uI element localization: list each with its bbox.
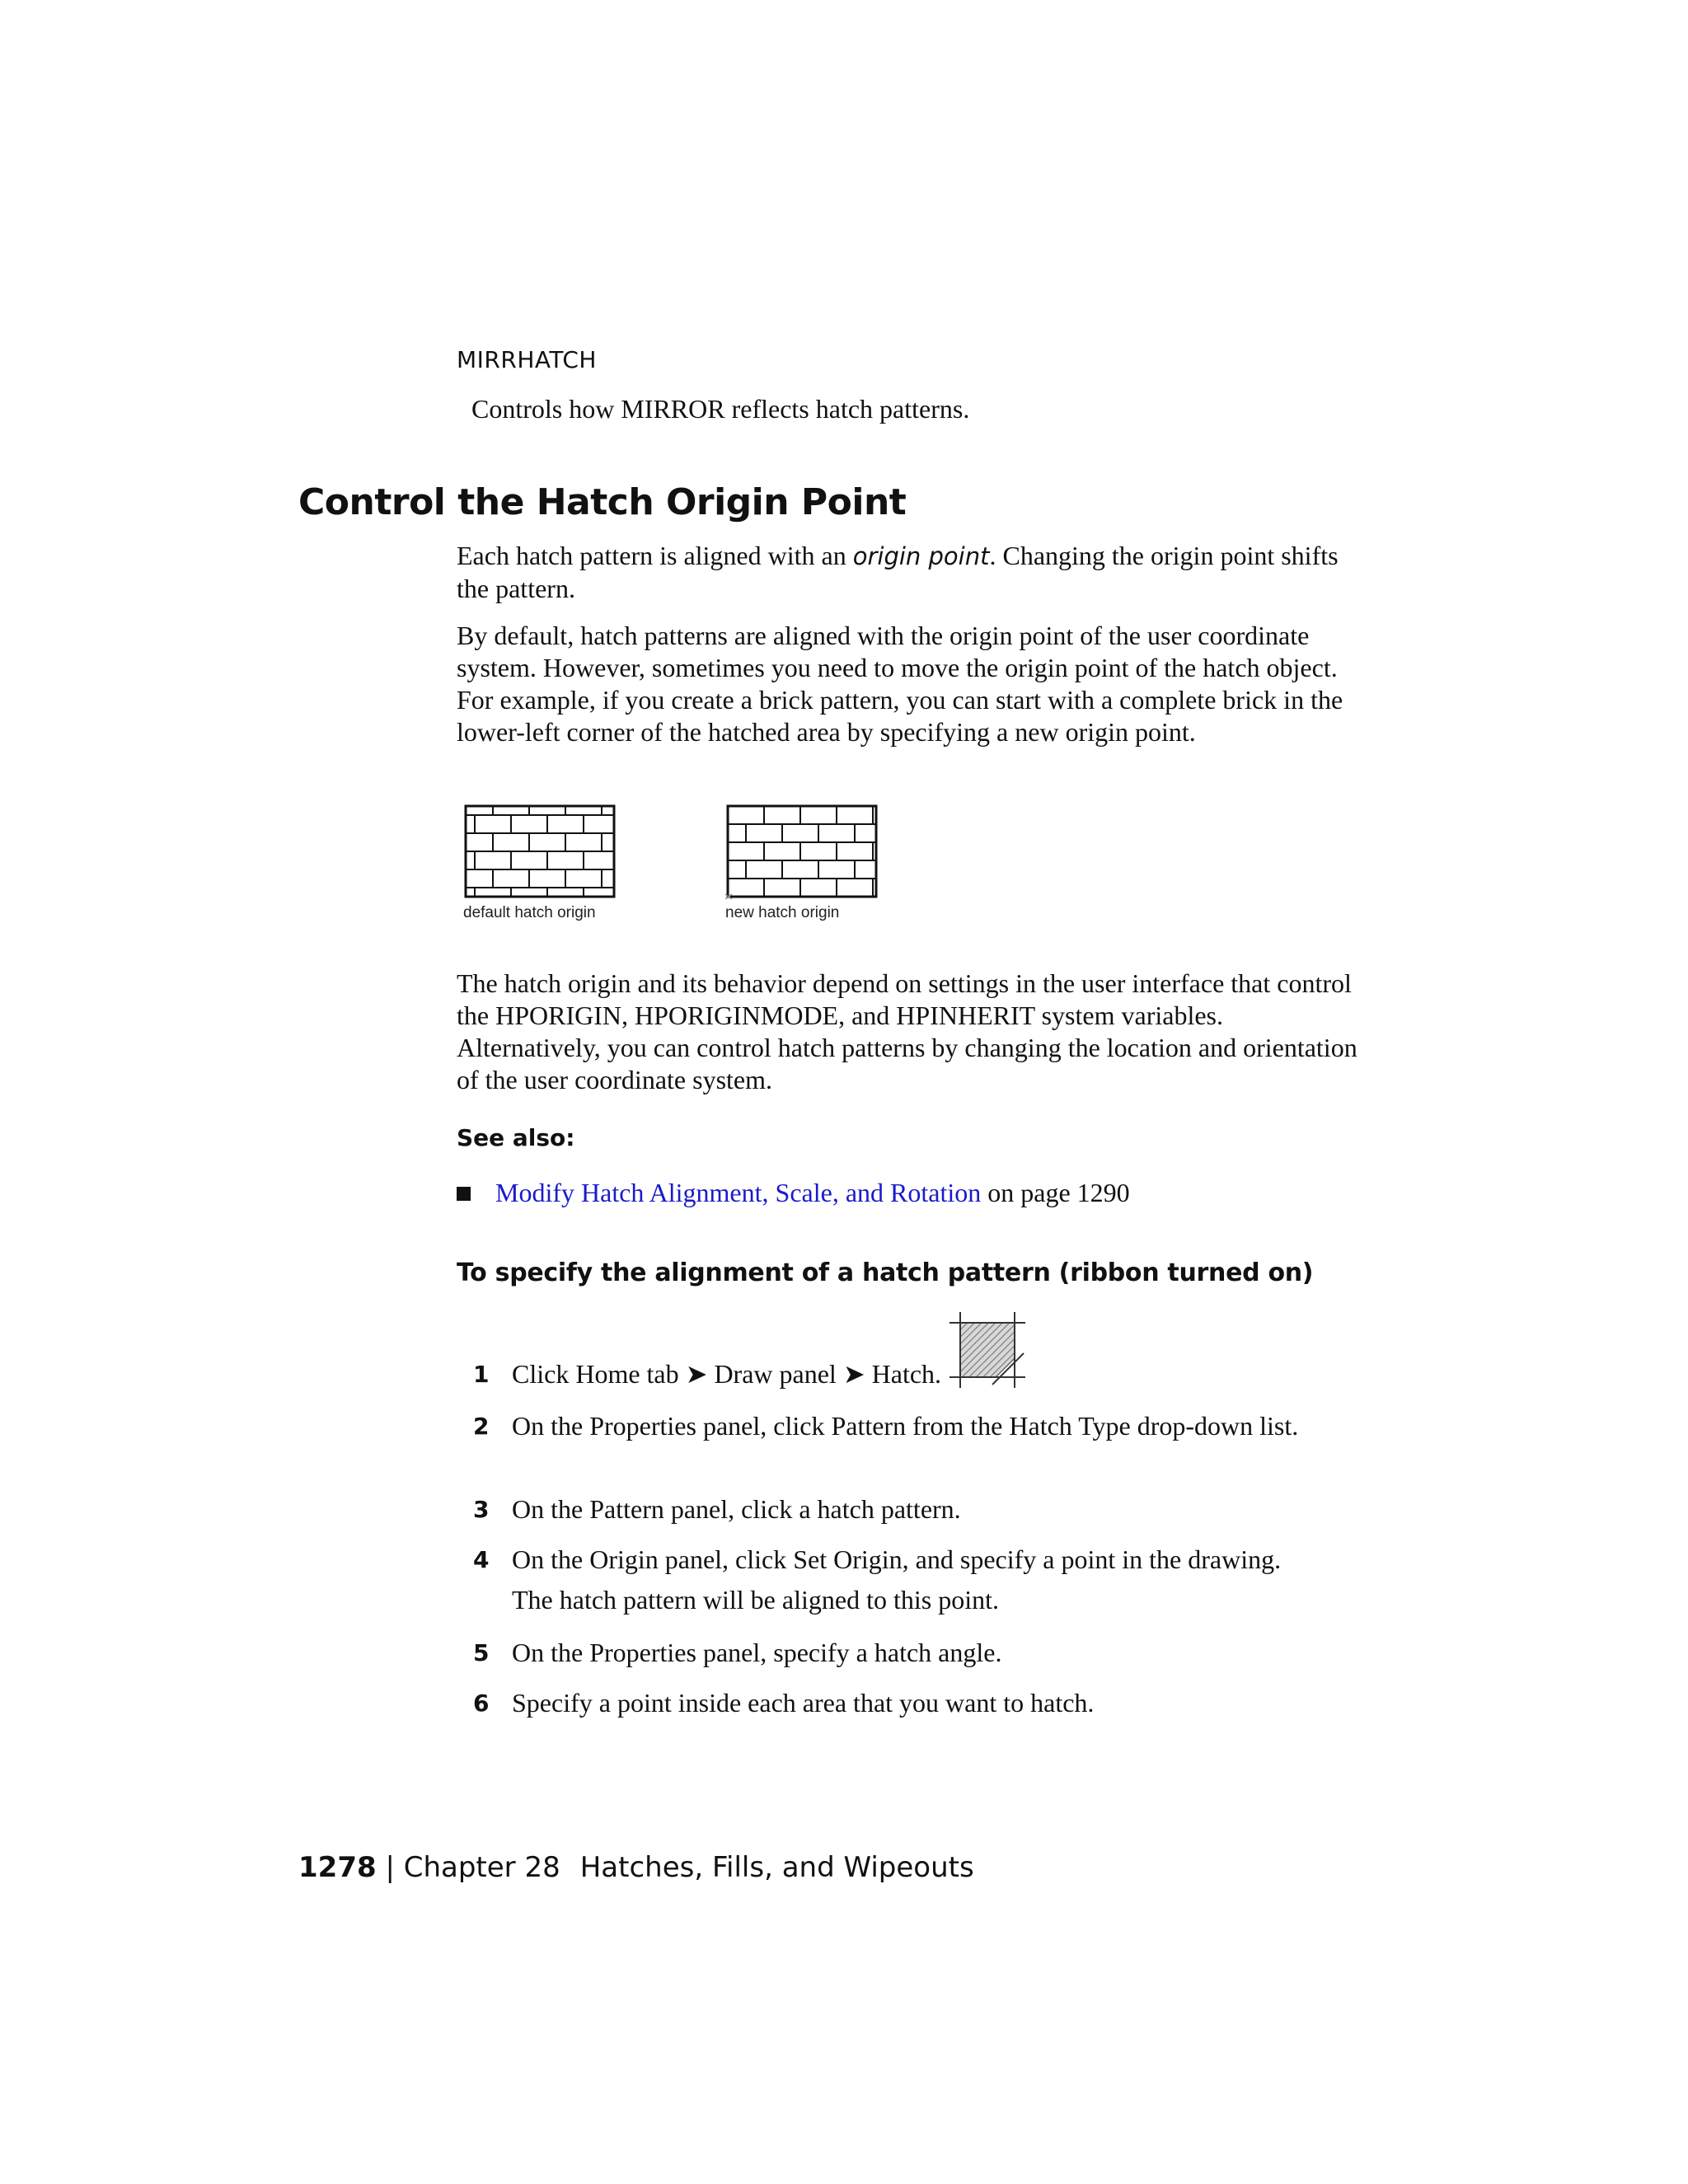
figure-caption-new: new hatch origin xyxy=(725,904,840,921)
figure-default-hatch-origin xyxy=(463,804,617,922)
paragraph-default-alignment: By default, hatch patterns are aligned with the origin point of the user coordinate system. However, sometimes you need to move the origin point of the hatch object. For example, if you create a brick pattern, you can start with a complete brick in the lower-left corner of the hatched area by specifying a new origin point. xyxy=(457,621,1343,747)
step-1-text: Click Home tab ➤ Draw panel ➤ Hatch. xyxy=(512,1359,942,1389)
para1-text-before: Each hatch pattern is aligned with an xyxy=(457,541,853,570)
step-text: On the Pattern panel, click a hatch pattern. xyxy=(512,1494,961,1524)
sysvar-name: MIRRHATCH xyxy=(457,346,597,373)
see-also-link[interactable]: Modify Hatch Alignment, Scale, and Rotation xyxy=(495,1178,982,1207)
figure-caption-default: default hatch origin xyxy=(463,904,596,921)
step-text xyxy=(512,1358,1377,1390)
square-bullet-icon xyxy=(457,1187,471,1201)
paragraph-origin-point xyxy=(457,540,1363,605)
step-number: 6 xyxy=(473,1690,490,1717)
paragraph-system-variables: The hatch origin and its behavior depend on settings in the user interface that control the HPORIGIN, HPORIGINMODE, and HPINHERIT system variables. Alternatively, you can control hatch patterns by changing the location and orientation of the user coordinate system. xyxy=(457,968,1357,1094)
page-number: 1278 xyxy=(298,1851,377,1884)
para1-text-after: . Changing the origin point shifts the pattern. xyxy=(457,541,1339,603)
footer-chapter-title: Hatches, Fills, and Wipeouts xyxy=(579,1851,974,1884)
step-text: On the Properties panel, specify a hatch angle. xyxy=(512,1638,1002,1667)
brick-pattern-new-image xyxy=(725,804,879,899)
footer-chapter: Chapter 28 xyxy=(403,1851,560,1884)
footer-separator: | xyxy=(376,1851,404,1884)
see-also-item xyxy=(457,1177,1130,1209)
step-number: 4 xyxy=(473,1546,490,1573)
brick-pattern-default-image xyxy=(463,804,617,899)
hatch-tool-icon xyxy=(950,1361,1025,1388)
step-text: On the Origin panel, click Set Origin, and specify a point in the drawing. xyxy=(512,1544,1282,1574)
step-number: 1 xyxy=(473,1361,490,1388)
see-also-page-ref: on page 1290 xyxy=(981,1178,1130,1207)
step-text: On the Properties panel, click Pattern from the Hatch Type drop-down list. xyxy=(512,1411,1299,1441)
step-number: 5 xyxy=(473,1639,490,1666)
figure-new-hatch-origin xyxy=(725,804,879,922)
step-number: 2 xyxy=(473,1413,490,1440)
step-note-text: The hatch pattern will be aligned to this point. xyxy=(512,1585,999,1615)
see-also-label: See also: xyxy=(457,1124,575,1151)
page-footer xyxy=(298,1851,974,1884)
procedure-heading: To specify the alignment of a hatch pattern (ribbon turned on) xyxy=(457,1258,1314,1287)
section-heading: Control the Hatch Origin Point xyxy=(298,481,907,523)
para1-italic-term: origin point xyxy=(852,542,990,570)
step-text: Specify a point inside each area that you want to hatch. xyxy=(512,1688,1095,1718)
sysvar-description: Controls how MIRROR reflects hatch patterns. xyxy=(471,394,970,424)
step-number: 3 xyxy=(473,1496,490,1523)
